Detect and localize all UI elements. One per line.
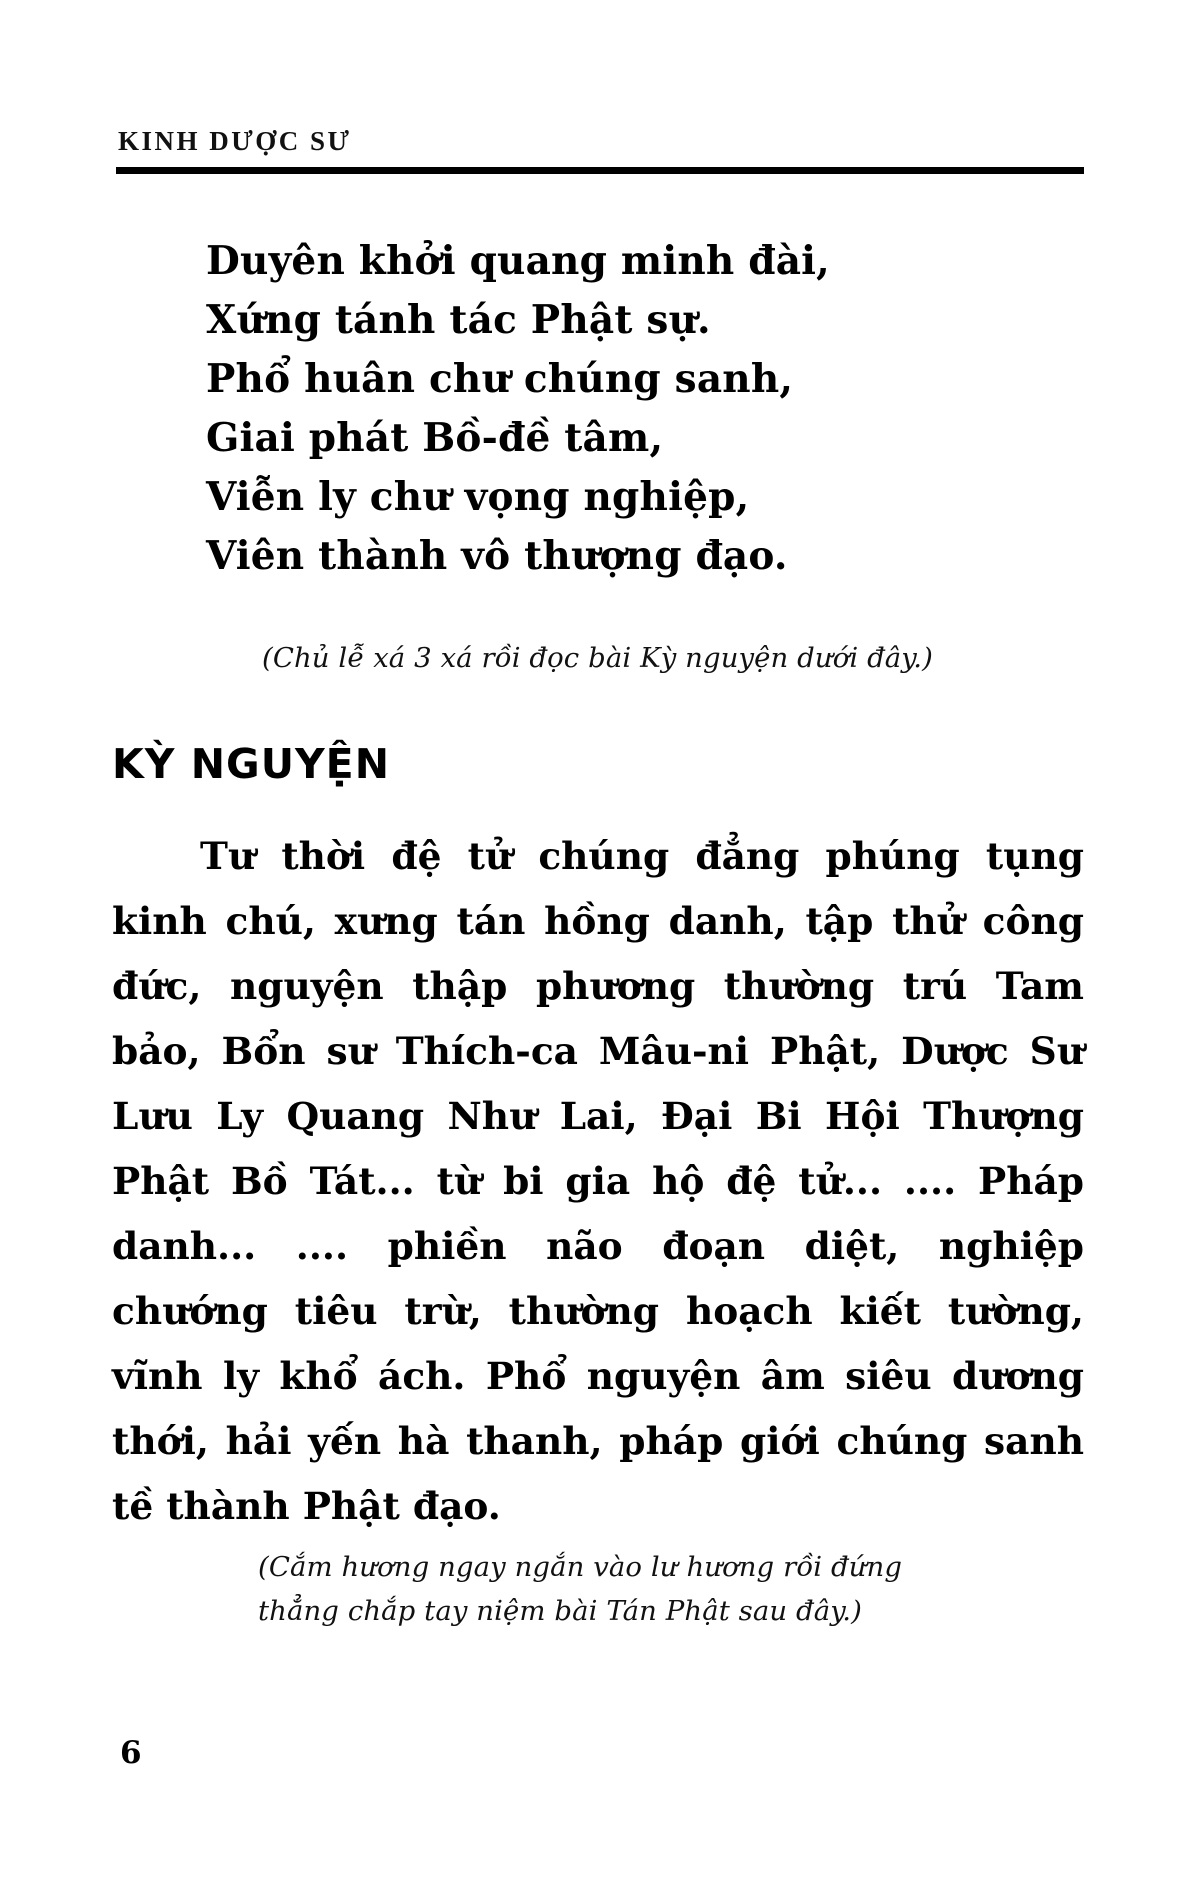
section-paragraph: Tư thời đệ tử chúng đẳng phúng tụng kinh chú, xưng tán hồng danh, tập thử công đức, nguyện thập phương thường trú Tam bảo, Bổn sư Thích-ca Mâu-ni Phật, Dược Sư Lưu Ly Quang Như Lai, Đại Bi Hội Thượng Phật Bồ Tát... từ bi gia hộ đệ tử... .... Pháp danh... .... phiền não đoạn diệt, nghiệp chướng tiêu trừ, thường hoạch kiết tường, vĩnh ly khổ ách. Phổ nguyện âm siêu dương thới, hải yến hà thanh, pháp giới chúng sanh tề thành Phật đạo. <box>112 834 1084 1528</box>
header-divider <box>116 167 1084 174</box>
verse-line: Xứng tánh tác Phật sự. <box>206 297 711 343</box>
verse-line: Duyên khởi quang minh đài, <box>206 238 830 284</box>
running-head <box>116 128 1084 174</box>
page-number: 6 <box>120 1735 142 1771</box>
stage-direction-line: (Cắm hương ngay ngắn vào lư hương rồi đứng <box>258 1551 903 1583</box>
verse-line: Viễn ly chư vọng nghiệp, <box>206 474 750 520</box>
stage-direction-after-verse: (Chủ lễ xá 3 xá rồi đọc bài Kỳ nguyện dưới đây.) <box>262 642 933 674</box>
stage-direction-after-paragraph <box>258 1545 1098 1633</box>
verse-line: Phổ huân chư chúng sanh, <box>206 356 794 402</box>
verse-block <box>206 232 1106 586</box>
running-head-title: KINH DƯỢC SƯ <box>118 126 352 156</box>
stage-direction-line: thẳng chắp tay niệm bài Tán Phật sau đây.) <box>258 1595 862 1627</box>
verse-line: Viên thành vô thượng đạo. <box>206 533 788 579</box>
section-heading: KỲ NGUYỆN <box>112 740 391 788</box>
verse-line: Giai phát Bồ-đề tâm, <box>206 415 664 461</box>
